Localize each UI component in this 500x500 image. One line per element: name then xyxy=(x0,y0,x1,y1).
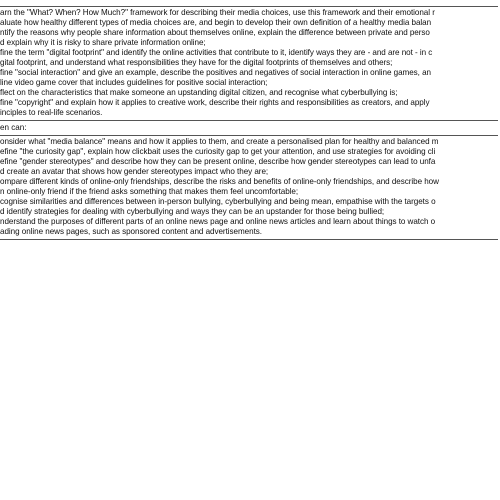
objective-line: d create an avatar that shows how gender stereotypes impact who they are; xyxy=(0,167,269,176)
objective-line: n online-only friend if the friend asks something that makes them feel uncomfortable; xyxy=(0,187,299,196)
objective-line: onsider what "media balance" means and how it applies to them, and create a personalised plan for healthy and balanced m xyxy=(0,137,439,146)
objective-line: flect on the characteristics that make someone an upstanding digital citizen, and recognise what cyberbullying is; xyxy=(0,88,398,97)
top-rule xyxy=(0,6,498,7)
objective-line: nderstand the purposes of different parts of an online news page and online news articles and learn about things to watch o xyxy=(0,217,436,226)
heading-divider xyxy=(0,135,498,136)
objective-line: d identify strategies for dealing with cyberbullying and ways they can be an upstander for those being bullied; xyxy=(0,207,385,216)
objectives-section-2 xyxy=(0,137,500,237)
objective-line: ompare different kinds of online-only friendships, describe the risks and benefits of online-only friendships, and describe how xyxy=(0,177,439,186)
objective-line: d explain why it is risky to share private information online; xyxy=(0,38,206,47)
section-2-heading: en can: xyxy=(0,123,27,132)
objective-line: arn the "What? When? How Much?" framework for describing their media choices, use this framework and their emotional r xyxy=(0,8,435,17)
objective-line: aluate how healthy different types of media choices are, and begin to develop their own definition of a healthy media balan xyxy=(0,18,432,27)
section-divider xyxy=(0,120,498,121)
objective-line: ntify the reasons why people share information about themselves online, explain the difference between private and perso xyxy=(0,28,430,37)
objective-line: cognise similarities and differences between in-person bullying, cyberbullying and being mean, empathise with the targets o xyxy=(0,197,436,206)
objective-line: fine "social interaction" and give an example, describe the positives and negatives of social interaction in online games, an xyxy=(0,68,431,77)
objective-line: fine the term "digital footprint" and identify the online activities that contribute to it, identify ways they are - and are not - in c xyxy=(0,48,433,57)
objective-line: efine "the curiosity gap", explain how clickbait uses the curiosity gap to get your attention, and use strategies for avoiding cli xyxy=(0,147,436,156)
objective-line: fine "copyright" and explain how it applies to creative work, describe their rights and responsibilities as creators, and apply xyxy=(0,98,430,107)
objective-line: ading online news pages, such as sponsored content and advertisements. xyxy=(0,227,262,236)
objective-line: gital footprint, and understand what responsibilities they have for the digital footprints of themselves and others; xyxy=(0,58,393,67)
objective-line: line video game cover that includes guidelines for positive social interaction; xyxy=(0,78,268,87)
objective-line: inciples to real-life scenarios. xyxy=(0,108,103,117)
objectives-section-1 xyxy=(0,8,500,118)
bottom-rule xyxy=(0,239,498,240)
objective-line: efine "gender stereotypes" and describe how they can be present online, describe how gender stereotypes can lead to unfa xyxy=(0,157,436,166)
